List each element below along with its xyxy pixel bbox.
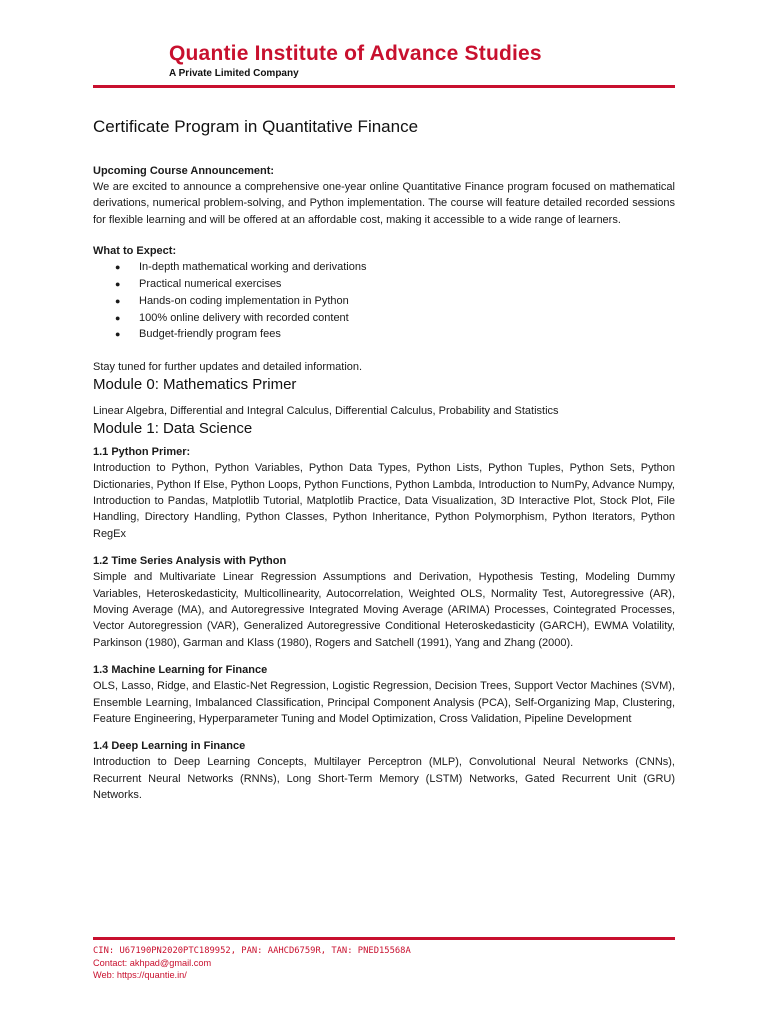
section-machine-learning [93,663,675,727]
section-heading: 1.1 Python Primer: [93,446,191,459]
org-subtitle: A Private Limited Company [169,68,299,79]
bullet-icon: ● [115,295,121,306]
module0-text: Linear Algebra, Differential and Integral Calculus, Differential Calculus, Probability and Statistics [93,405,559,418]
footer [93,937,675,981]
section-heading: 1.3 Machine Learning for Finance [93,664,268,677]
org-name: Quantie Institute of Advance Studies [169,42,542,65]
section-text: Introduction to Deep Learning Concepts, Multilayer Perceptron (MLP), Convolutional Neural Networks (CNNs), Recurrent Neural Networks (RNNs), Long Short-Term Memory (LSTM) Networks, Gated Recurrent Unit (GRU) Networks. [93,756,675,802]
list-item-text: Budget-friendly program fees [139,328,281,341]
list-item-text: 100% online delivery with recorded content [139,311,349,324]
list-item-text: In-depth mathematical working and derivations [139,261,367,274]
bullet-icon: ● [115,262,121,273]
announcement-section [93,163,675,228]
document-body [93,115,675,804]
list-item-text: Practical numerical exercises [139,278,282,291]
bullet-icon: ● [115,279,121,290]
announcement-heading: Upcoming Course Announcement: [93,165,275,177]
section-python-primer [93,445,675,542]
announcement-text: We are excited to announce a comprehensive one-year online Quantitative Finance program focused on mathematical derivations, numerical problem-solving, and Python implementation. The course will feature detailed recorded sessions for flexible learning and will be offered at an affordable cost, making it accessible to a wide range of learners. [93,181,675,226]
section-text: OLS, Lasso, Ridge, and Elastic-Net Regression, Logistic Regression, Decision Trees, Support Vector Machines (SVM), Ensemble Learning, Imbalanced Classification, Principal Component Analysis (PCA), Self-Organizing Map, Clustering, Feature Engineering, Hyperparameter Tuning and Model Optimization, Cross Validation, Pipeline Development [93,680,675,726]
expect-list [93,259,675,343]
section-text: Introduction to Python, Python Variables, Python Data Types, Python Lists, Python Tuples, Python Sets, Python Dictionaries, Python If Else, Python Loops, Python Functions, Python Lambda, Introduction to NumPy, Advance Numpy, Introduction to Pandas, Matplotlib Tutorial, Matplotlib Practice, Data Visualization, 3D Interactive Plot, Stock Plot, File Handling, Directory Handling, Python Classes, Python Inheritance, Python Polymorphism, Python Iterators, Python RegEx [93,462,675,540]
header-divider [93,85,675,88]
footer-divider [93,937,675,940]
section-time-series [93,554,675,651]
bullet-icon: ● [115,329,121,340]
module0-title: Module 0: Mathematics Primer [93,376,297,394]
list-item [93,310,675,327]
footer-contact: Contact: akhpad@gmail.com [93,958,212,968]
stay-tuned-text: Stay tuned for further updates and detailed information. [93,361,363,374]
program-title: Certificate Program in Quantitative Finance [93,117,419,136]
footer-web: Web: https://quantie.in/ [93,970,187,980]
bullet-icon: ● [115,312,121,323]
list-item [93,276,675,293]
footer-ids: CIN: U67190PN2020PTC189952, PAN: AAHCD6759R, TAN: PNED15568A [93,946,411,956]
section-heading: 1.2 Time Series Analysis with Python [93,555,287,568]
module1-title: Module 1: Data Science [93,420,253,438]
list-item [93,326,675,343]
list-item-text: Hands-on coding implementation in Python [139,294,349,307]
expect-heading: What to Expect: [93,245,177,258]
section-heading: 1.4 Deep Learning in Finance [93,740,246,753]
section-deep-learning [93,739,675,803]
expect-section [93,243,675,343]
list-item [93,293,675,310]
section-text: Simple and Multivariate Linear Regression Assumptions and Derivation, Hypothesis Testing, Modeling Dummy Variables, Heteroskedasticity, Multicollinearity, Autocorrelation, Weighted OLS, Normality Test, Autoregressive (AR), Moving Average (MA), and Autoregressive Integrated Moving Average (ARIMA) Processes, Cointegrated Processes, Vector Autoregression (VAR), Generalized Autoregressive Conditional Heteroskedasticity (GARCH), EWMA Volatility, Parkinson (1980), Garman and Klass (1980), Rogers and Satchell (1991), Yang and Zhang (2000). [93,571,675,649]
list-item [93,259,675,276]
letterhead [93,40,675,88]
